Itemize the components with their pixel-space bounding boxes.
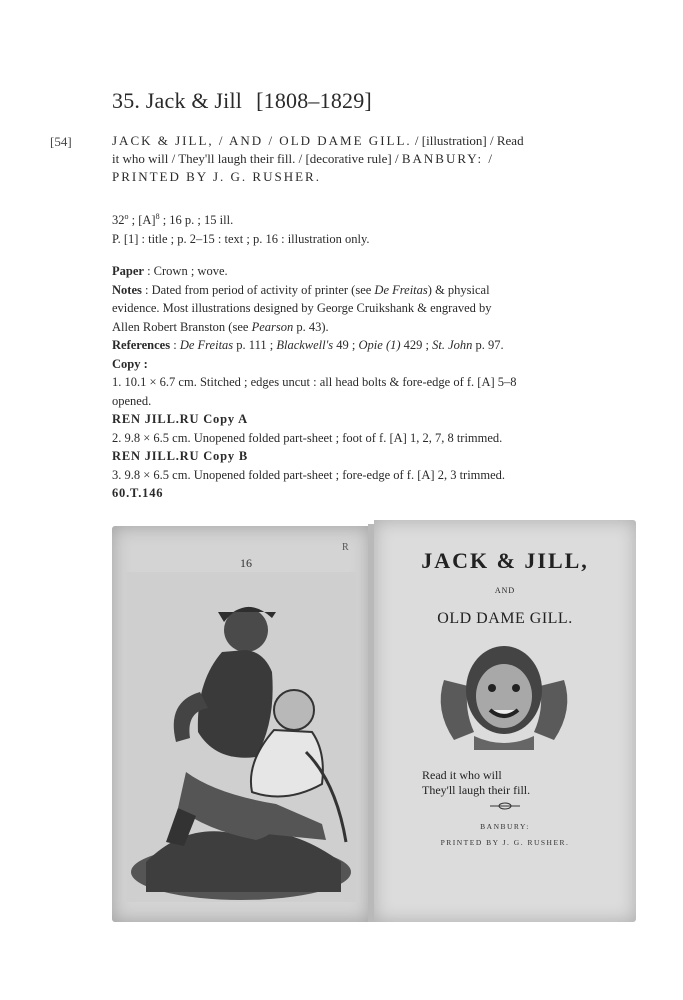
ref-2: Blackwell's	[276, 338, 334, 352]
format-signature-count: 8	[155, 212, 160, 221]
title-page-and: AND	[494, 586, 516, 595]
copy-2: 2. 9.8 × 6.5 cm. Unopened folded part-sheet ; foot of f. [A] 1, 2, 7, 8 trimmed.	[112, 430, 503, 445]
pencil-mark: R	[342, 542, 349, 553]
paper-text: : Crown ; wove.	[143, 264, 228, 278]
notes-text-3b: p. 43).	[293, 319, 329, 334]
copy-3-shelfmark: 60.T.146	[112, 486, 164, 500]
ref-1: De Freitas	[179, 338, 234, 352]
title-page-subheading: OLD DAME GILL.	[437, 610, 573, 627]
format-size: 32	[112, 213, 125, 228]
copy-1-line-1: 1. 10.1 × 6.7 cm. Stitched ; edges uncut : all head bolts & fore-edge of f. [A] 5–8	[112, 375, 517, 389]
ref-4-rest: p. 97.	[472, 338, 504, 352]
notes-text-2: ) & physical	[427, 282, 490, 297]
woodcut-illustration	[126, 572, 356, 902]
notes-text-1: : Dated from period of activity of printer (see	[141, 282, 375, 297]
references-line	[112, 336, 582, 355]
dame-gill-portrait	[434, 640, 574, 750]
ref-1-rest: p. 111 ;	[233, 338, 277, 352]
transcription-text-1: / [illustration] / Read	[411, 133, 524, 148]
ref-3: Opie (1)	[358, 338, 401, 352]
right-page	[374, 520, 636, 922]
copy-3: 3. 9.8 × 6.5 cm. Unopened folded part-sheet ; fore-edge of f. [A] 2, 3 trimmed.	[112, 467, 506, 482]
format-pages: ; 16 p. ; 15 ill.	[159, 213, 234, 228]
transcription-caps-3: PRINTED BY J. G. RUSHER.	[112, 169, 321, 184]
transcription-caps-1: JACK & JILL, / AND / OLD DAME GILL.	[112, 133, 412, 148]
ref-4: St. John	[432, 338, 473, 352]
paper-label: Paper	[112, 264, 144, 278]
copy-1-shelfmark: REN JILL.RU Copy A	[112, 412, 248, 426]
decorative-rule	[490, 802, 520, 810]
entry-title	[112, 88, 372, 114]
left-page	[112, 526, 370, 922]
format-degree: o	[124, 212, 129, 221]
references-sep: :	[170, 338, 180, 352]
title-page-heading: JACK & JILL,	[421, 548, 589, 573]
transcription-caps-2: BANBURY: /	[401, 151, 494, 166]
notes-line-3	[112, 318, 582, 337]
notes-text-3a: Allen Robert Branston (see	[112, 319, 252, 334]
copy-2-shelfmark: REN JILL.RU Copy B	[112, 449, 248, 463]
transcription-text-2: it who will / They'll laugh their fill. / [decorative rule] /	[112, 151, 402, 166]
title-page-verse	[422, 768, 530, 798]
imprint-place: BANBURY:	[480, 822, 530, 831]
entry-index: [54]	[50, 134, 72, 149]
references-label: References	[112, 338, 171, 352]
verse-line-1: Read it who will	[422, 768, 502, 782]
title-transcription	[112, 132, 582, 186]
notes-line-2: evidence. Most illustrations designed by George Cruikshank & engraved by	[112, 301, 492, 315]
imprint-printer: PRINTED BY J. G. RUSHER.	[440, 838, 570, 847]
paper-line	[112, 262, 582, 281]
collation-contents: P. [1] : title ; p. 2–15 : text ; p. 16 : illustration only.	[112, 231, 370, 246]
notes-block	[112, 262, 582, 503]
notes-line-1	[112, 281, 582, 300]
copy-1-line-2: opened.	[112, 393, 152, 408]
format-signature: ; [A]	[128, 213, 156, 228]
collation	[112, 208, 582, 248]
notes-ref-pearson: Pearson	[251, 319, 294, 334]
ref-3-rest: 429 ;	[400, 338, 433, 352]
notes-ref-defreitas: De Freitas	[374, 282, 428, 297]
verse-line-2: They'll laugh their fill.	[422, 783, 531, 797]
left-page-number: 16	[240, 556, 252, 570]
copy-label: Copy :	[112, 356, 148, 371]
entry-dates: [1808–1829]	[256, 88, 372, 113]
entry-number-title: 35. Jack & Jill	[112, 88, 243, 113]
ref-2-rest: 49 ;	[333, 338, 359, 352]
collation-format	[112, 208, 582, 230]
book-photograph	[112, 520, 636, 922]
notes-label: Notes	[112, 282, 142, 297]
